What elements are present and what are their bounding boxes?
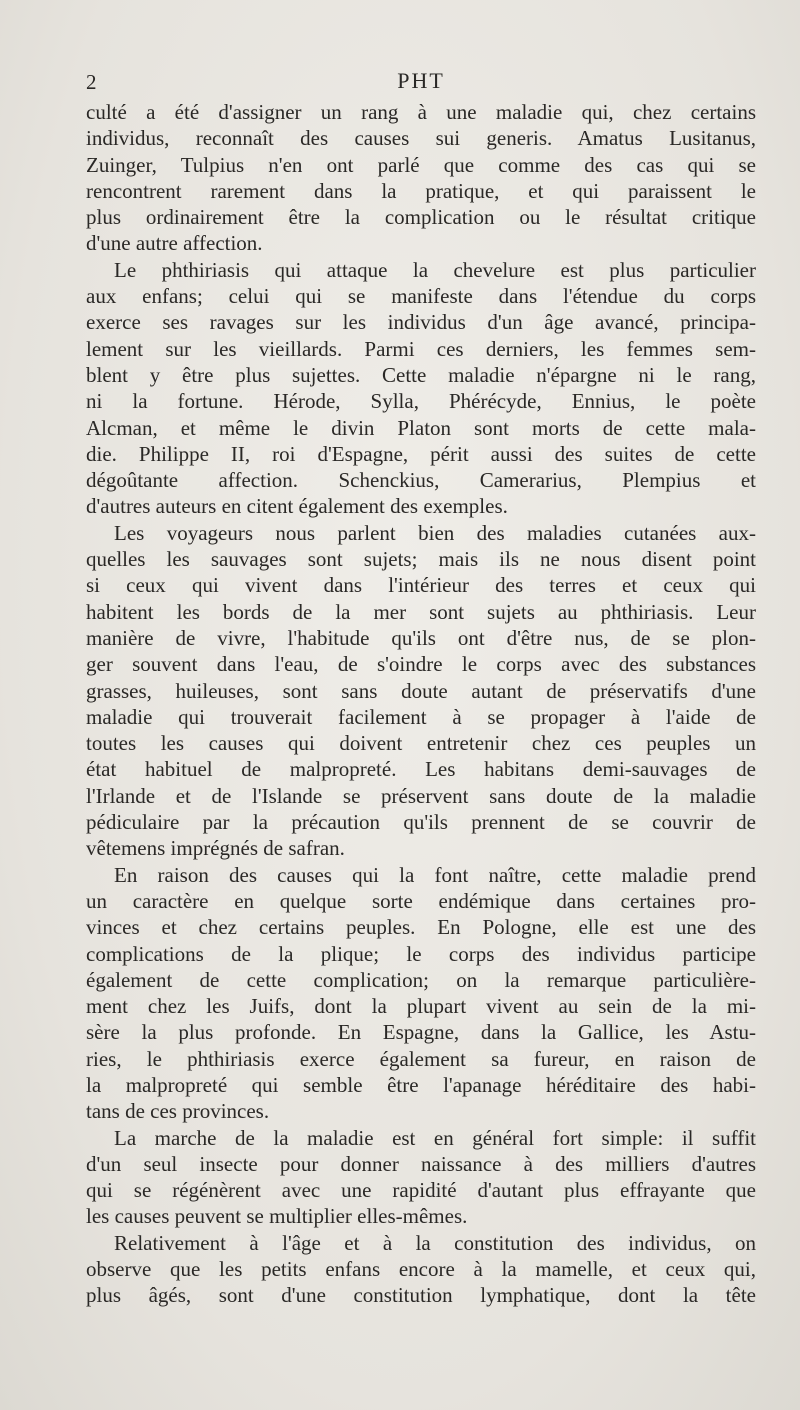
text-line: sère la plus profonde. En Espagne, dans la Gallice, les Astu- [86,1020,756,1045]
text-line: individus, reconnaît des causes sui generis. Amatus Lusitanus, [86,126,756,151]
text-line: manière de vivre, l'habitude qu'ils ont d'être nus, de se plon- [86,625,756,650]
text-line: d'autres auteurs en citent également des exemples. [86,494,508,519]
text-line: vinces et chez certains peuples. En Pologne, elle est une des [86,915,756,940]
text-line: d'un seul insecte pour donner naissance à des milliers d'autres [86,1151,756,1176]
running-head: PHT [397,68,445,93]
paragraph [86,1230,756,1309]
paragraph [86,862,756,1125]
text-line: exerce ses ravages sur les individus d'un âge avancé, principa- [86,310,756,335]
text-line: d'une autre affection. [86,231,263,256]
text-line: grasses, huileuses, sont sans doute autant de préservatifs d'une [86,678,756,703]
text-line: die. Philippe II, roi d'Espagne, périt aussi des suites de cette [86,441,756,466]
text-line: aux enfans; celui qui se manifeste dans l'étendue du corps [86,284,756,309]
text-line: Relativement à l'âge et à la constitution des individus, on [114,1230,756,1255]
page-header [86,68,756,98]
text-line: pédiculaire par la précaution qu'ils prennent de se couvrir de [86,810,756,835]
text-line: les causes peuvent se multiplier elles-mêmes. [86,1204,468,1229]
text-line: ger souvent dans l'eau, de s'oindre le corps avec des substances [86,652,756,677]
paragraph [86,99,756,257]
paragraph [86,1125,756,1230]
text-line: La marche de la maladie est en général fort simple: il suffit [114,1125,756,1150]
paragraph [86,257,756,520]
paragraph [86,520,756,862]
text-line: Le phthiriasis qui attaque la chevelure est plus particulier [114,257,756,282]
text-line: toutes les causes qui doivent entretenir chez ces peuples un [86,731,756,756]
text-line: dégoûtante affection. Schenckius, Camerarius, Plempius et [86,468,756,493]
text-line: l'Irlande et de l'Islande se préservent sans doute de la maladie [86,783,756,808]
text-line: ni la fortune. Hérode, Sylla, Phérécyde, Ennius, le poète [86,389,756,414]
text-line: observe que les petits enfans encore à la mamelle, et ceux qui, [86,1257,756,1282]
text-line: plus âgés, sont d'une constitution lymphatique, dont la tête [86,1283,756,1308]
body-text [86,99,756,1309]
text-line: En raison des causes qui la font naître, cette maladie prend [114,862,756,887]
text-line: si ceux qui vivent dans l'intérieur des terres et ceux qui [86,573,756,598]
text-line: blent y être plus sujettes. Cette maladie n'épargne ni le rang, [86,362,756,387]
text-line: plus ordinairement être la complication ou le résultat critique [86,205,756,230]
text-line: la malpropreté qui semble être l'apanage héréditaire des habi- [86,1072,756,1097]
text-line: ries, le phthiriasis exerce également sa fureur, en raison de [86,1046,756,1071]
text-line: complications de la plique; le corps des individus participe [86,941,756,966]
text-line: état habituel de malpropreté. Les habitans demi-sauvages de [86,757,756,782]
text-line: qui se régénèrent avec une rapidité d'autant plus effrayante que [86,1178,756,1203]
text-line: Zuinger, Tulpius n'en ont parlé que comme des cas qui se [86,152,756,177]
text-line: ment chez les Juifs, dont la plupart vivent au sein de la mi- [86,994,756,1019]
page-number: 2 [86,70,97,94]
text-line: habitent les bords de la mer sont sujets au phthiriasis. Leur [86,599,756,624]
text-line: culté a été d'assigner un rang à une maladie qui, chez certains [86,100,756,124]
text-line: lement sur les vieillards. Parmi ces derniers, les femmes sem- [86,336,756,361]
text-line: un caractère en quelque sorte endémique dans certaines pro- [86,888,756,913]
text-line: rencontrent rarement dans la pratique, et qui paraissent le [86,178,756,203]
text-line: également de cette complication; on la remarque particulière- [86,967,756,992]
text-line: tans de ces provinces. [86,1099,270,1124]
text-line: vêtemens imprégnés de safran. [86,836,345,861]
text-line: quelles les sauvages sont sujets; mais ils ne nous disent point [86,547,756,572]
text-line: Les voyageurs nous parlent bien des maladies cutanées aux- [114,520,756,545]
text-line: maladie qui trouverait facilement à se propager à l'aide de [86,704,756,729]
text-line: Alcman, et même le divin Platon sont morts de cette mala- [86,415,756,440]
